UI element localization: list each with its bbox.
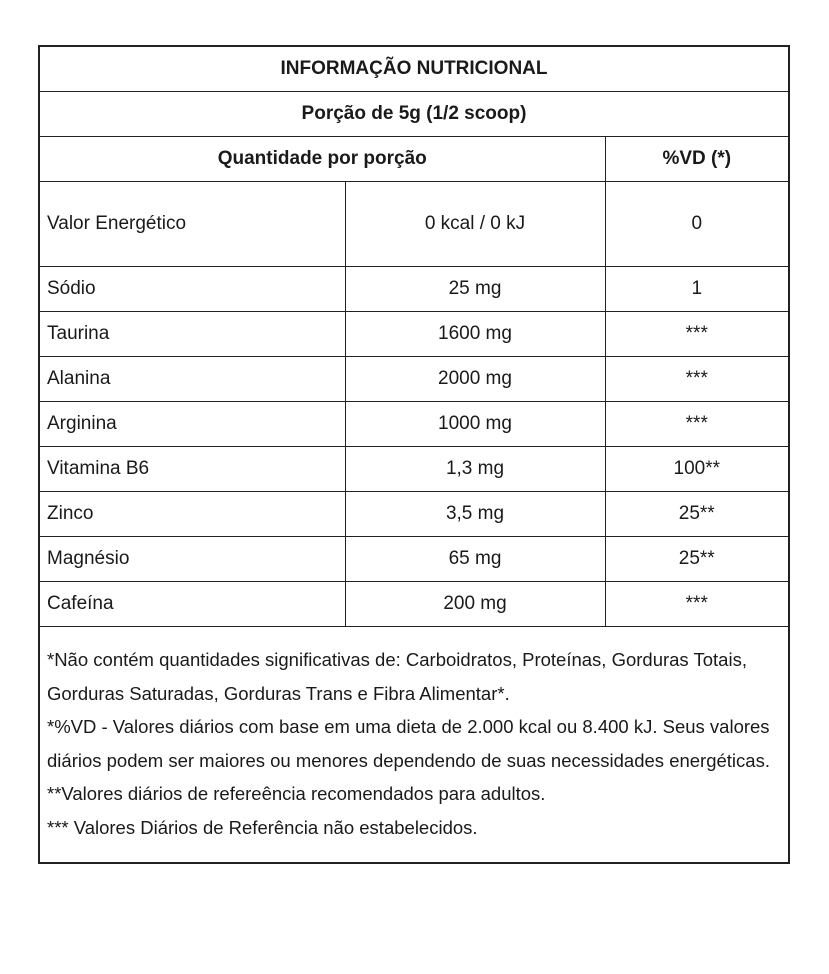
table-row [40,312,788,357]
nutrient-name: Cafeína [40,582,345,627]
nutrient-name: Sódio [40,267,345,312]
nutrient-amount: 1000 mg [345,402,605,447]
nutrient-name: Vitamina B6 [40,447,345,492]
nutrient-amount: 1600 mg [345,312,605,357]
nutrient-vd: *** [605,402,788,447]
nutrition-table [40,47,788,627]
nutrition-facts-label [38,45,790,864]
table-row [40,537,788,582]
nutrient-name: Taurina [40,312,345,357]
table-row [40,402,788,447]
nutrient-name: Valor Energético [40,182,345,267]
footnote-not-established: *** Valores Diários de Referência não estabelecidos. [47,816,478,838]
table-row [40,582,788,627]
column-header-quantity: Quantidade por porção [40,137,605,182]
nutrient-name: Arginina [40,402,345,447]
table-title-row [40,47,788,92]
nutrient-amount: 0 kcal / 0 kJ [345,182,605,267]
footnote-reference-values: **Valores diários de refereência recomendados para adultos. [47,783,546,804]
nutrient-vd: 25** [605,492,788,537]
table-row [40,182,788,267]
nutrient-vd: 25** [605,537,788,582]
table-row [40,267,788,312]
portion-row [40,92,788,137]
nutrient-vd: *** [605,357,788,402]
footnote-daily-values: *%VD - Valores diários com base em uma dieta de 2.000 kcal ou 8.400 kJ. Seus valores diários podem ser maiores ou menores dependendo de suas necessidades energéticas. [47,716,770,771]
nutrient-amount: 1,3 mg [345,447,605,492]
footnotes [40,627,788,862]
nutrient-amount: 25 mg [345,267,605,312]
nutrient-vd: 100** [605,447,788,492]
column-header-vd: %VD (*) [605,137,788,182]
nutrient-name: Alanina [40,357,345,402]
nutrient-name: Magnésio [40,537,345,582]
nutrient-amount: 2000 mg [345,357,605,402]
table-row [40,447,788,492]
nutrient-vd: *** [605,312,788,357]
nutrient-amount: 3,5 mg [345,492,605,537]
portion-size: Porção de 5g (1/2 scoop) [40,92,788,137]
table-row [40,492,788,537]
nutrient-vd: 0 [605,182,788,267]
table-title: INFORMAÇÃO NUTRICIONAL [40,47,788,92]
nutrient-name: Zinco [40,492,345,537]
nutrient-amount: 200 mg [345,582,605,627]
column-header-row [40,137,788,182]
nutrient-vd: *** [605,582,788,627]
nutrient-vd: 1 [605,267,788,312]
table-row [40,357,788,402]
nutrient-amount: 65 mg [345,537,605,582]
footnote-no-significant: *Não contém quantidades significativas de: Carboidratos, Proteínas, Gorduras Totais, Gorduras Saturadas, Gorduras Trans e Fibra Alimentar*. [47,649,747,704]
